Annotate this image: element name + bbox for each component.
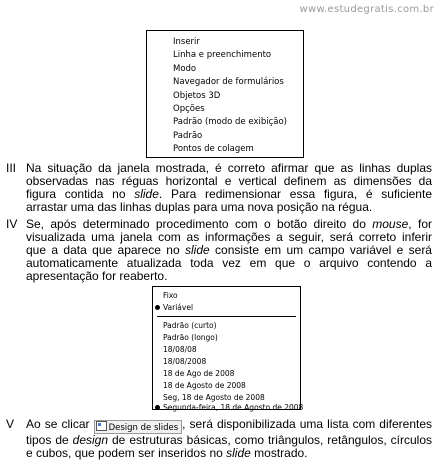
text-line: automaticamente atualizada toda vez em que o arquivo contendo a xyxy=(26,256,432,270)
menu-item-date-long-month[interactable]: 18 de Agosto de 2008 xyxy=(163,381,246,390)
item-iv xyxy=(6,218,432,286)
text-line: Na situação da janela mostrada, é correto afirmar que as linhas duplas xyxy=(26,161,432,175)
menu-item-padrao-modo-exibicao[interactable]: Padrão (modo de exibição) xyxy=(173,117,288,127)
text-line: Ao se clicar Design de slides , será disponibilizada uma lista com diferentes xyxy=(26,417,432,433)
menu-item-inserir[interactable]: Inserir xyxy=(173,37,200,47)
menu-item-padrao[interactable]: Padrão xyxy=(173,131,203,141)
item-number: III xyxy=(6,161,17,175)
menu-item-padrao-longo[interactable]: Padrão (longo) xyxy=(163,333,218,342)
item-number: V xyxy=(6,417,15,431)
menu-item-date-short[interactable]: 18/08/08 xyxy=(163,345,197,354)
text-line: e cubos, que podem ser inseridos no slide mostrado. xyxy=(26,446,308,460)
menu-item-variavel[interactable]: Variável xyxy=(163,303,194,312)
text-line: arrastar uma das linhas duplas para uma nova posição na régua. xyxy=(26,200,373,214)
radio-selected-icon xyxy=(155,305,160,310)
menu-item-date-weekday-full[interactable]: Segunda-feira, 18 de Agosto de 2008 xyxy=(163,403,304,412)
item-iii xyxy=(6,162,432,218)
menu-separator xyxy=(157,316,296,317)
context-menu-1 xyxy=(146,30,304,158)
context-menu-2 xyxy=(152,286,304,412)
watermark: www.estudegratis.com.br xyxy=(299,4,434,15)
item-text xyxy=(26,418,432,460)
text-line: apresentação for reaberto. xyxy=(26,269,168,283)
menu-item-linha-preenchimento[interactable]: Linha e preenchimento xyxy=(173,50,272,60)
menu-item-date-full-year[interactable]: 18/08/2008 xyxy=(163,357,207,366)
menu-item-opcoes[interactable]: Opções xyxy=(173,104,205,114)
menu-item-pontos-colagem[interactable]: Pontos de colagem xyxy=(173,144,254,154)
menu-item-objetos-3d[interactable]: Objetos 3D xyxy=(173,91,221,101)
menu-item-padrao-curto[interactable]: Padrão (curto) xyxy=(163,321,217,330)
menu-item-fixo[interactable]: Fixo xyxy=(163,291,178,300)
menu-item-date-abbr-month[interactable]: 18 de Ago de 2008 xyxy=(163,369,235,378)
menu-item-modo[interactable]: Modo xyxy=(173,64,197,74)
radio-selected-icon xyxy=(155,405,160,410)
text-line: que a data que aparece no slide consiste em um campo variável e será xyxy=(26,243,432,257)
design-de-slides-button[interactable]: Design de slides xyxy=(94,420,183,434)
text-line: figura contida no slide. Para redimensionar essa figura, é suficiente xyxy=(26,187,432,201)
item-text xyxy=(26,162,432,214)
slide-design-icon xyxy=(96,421,107,431)
item-number: IV xyxy=(6,217,18,231)
item-text xyxy=(26,218,432,283)
text-line: tipos de design de estruturas básicas, como triângulos, retângulos, círculos xyxy=(26,433,432,447)
text-line: observadas nas réguas horizontal e vertical definem as dimensões da xyxy=(26,174,432,188)
menu-item-date-weekday-abbr[interactable]: Seg, 18 de Agosto de 2008 xyxy=(163,393,265,402)
text-line: visualizada uma janela com as informações a seguir, será correto inferir xyxy=(26,230,432,244)
text-line: Se, após determinado procedimento com o botão direito do mouse, for xyxy=(26,217,432,231)
menu-item-navegador-formularios[interactable]: Navegador de formulários xyxy=(173,77,284,87)
item-v xyxy=(6,418,432,460)
